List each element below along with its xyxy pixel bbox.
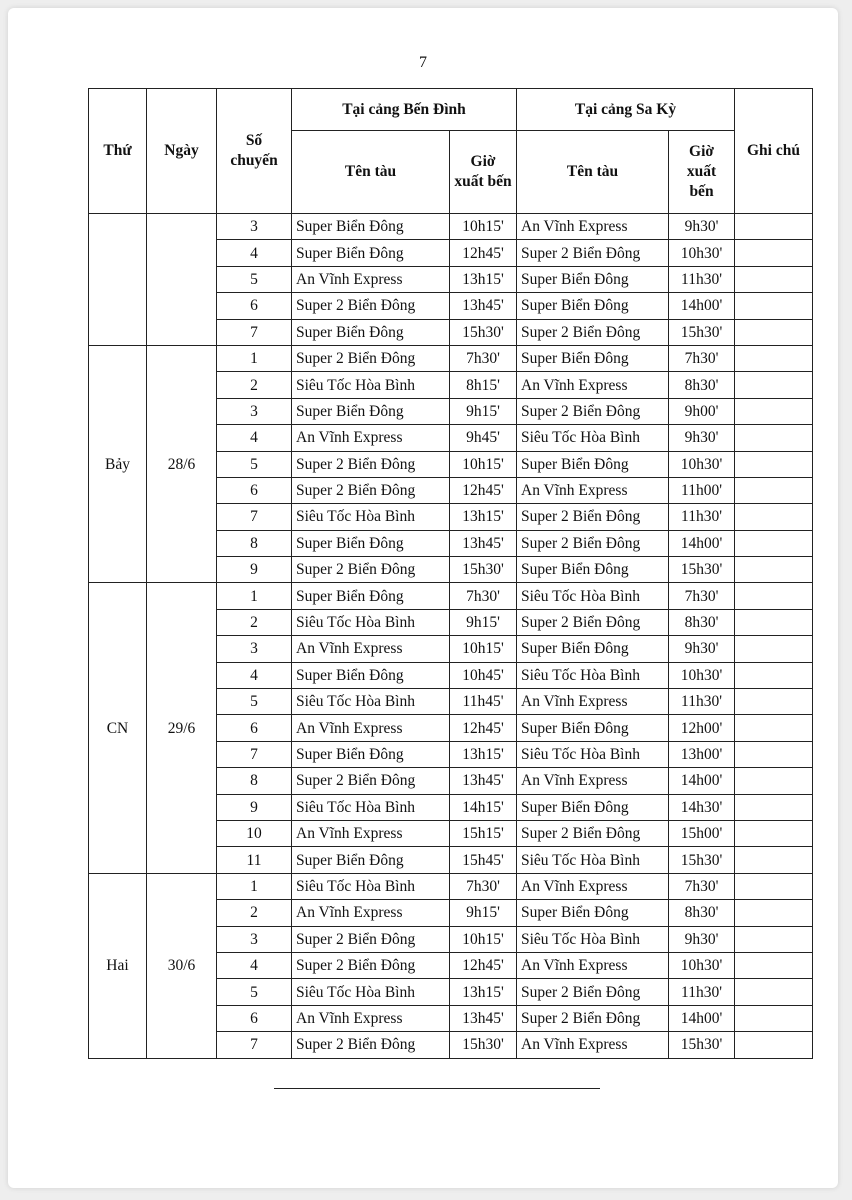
ferry-schedule-table: [88, 88, 813, 1059]
sa-ky-ship-cell: Siêu Tốc Hòa Bình: [517, 847, 669, 873]
table-row: [89, 214, 813, 240]
ben-dinh-time-cell: 9h15': [450, 398, 517, 424]
note-cell: [735, 900, 813, 926]
trip-number-cell: 4: [217, 425, 292, 451]
ben-dinh-time-cell: 10h15': [450, 451, 517, 477]
note-cell: [735, 477, 813, 503]
trip-number-cell: 4: [217, 662, 292, 688]
trip-number-cell: 7: [217, 1032, 292, 1058]
note-cell: [735, 504, 813, 530]
sa-ky-time-cell: 13h00': [669, 741, 735, 767]
sa-ky-time-cell: 10h30': [669, 451, 735, 477]
sa-ky-ship-cell: An Vĩnh Express: [517, 952, 669, 978]
trip-number-cell: 3: [217, 926, 292, 952]
ben-dinh-time-cell: 15h30': [450, 557, 517, 583]
ben-dinh-time-cell: 13h45': [450, 1005, 517, 1031]
ben-dinh-ship-cell: Siêu Tốc Hòa Bình: [292, 609, 450, 635]
date-cell: [147, 214, 217, 346]
note-cell: [735, 847, 813, 873]
sa-ky-ship-cell: An Vĩnh Express: [517, 214, 669, 240]
ben-dinh-time-cell: 13h15': [450, 741, 517, 767]
trip-number-cell: 4: [217, 952, 292, 978]
trip-number-cell: 7: [217, 319, 292, 345]
sa-ky-time-cell: 9h30': [669, 425, 735, 451]
sa-ky-time-cell: 9h30': [669, 636, 735, 662]
ben-dinh-time-cell: 13h45': [450, 768, 517, 794]
date-cell: 30/6: [147, 873, 217, 1058]
date-cell: 29/6: [147, 583, 217, 873]
note-cell: [735, 689, 813, 715]
day-of-week-cell: CN: [89, 583, 147, 873]
ben-dinh-ship-cell: Super 2 Biển Đông: [292, 477, 450, 503]
sa-ky-time-cell: 7h30': [669, 345, 735, 371]
trip-number-cell: 4: [217, 240, 292, 266]
trip-number-cell: 8: [217, 768, 292, 794]
sa-ky-ship-cell: Siêu Tốc Hòa Bình: [517, 741, 669, 767]
sa-ky-ship-cell: Super 2 Biển Đông: [517, 609, 669, 635]
sa-ky-ship-cell: Super 2 Biển Đông: [517, 530, 669, 556]
ben-dinh-ship-cell: Siêu Tốc Hòa Bình: [292, 794, 450, 820]
trip-number-cell: 9: [217, 557, 292, 583]
sa-ky-time-cell: 11h00': [669, 477, 735, 503]
ben-dinh-time-cell: 12h45': [450, 477, 517, 503]
ben-dinh-ship-cell: Super Biển Đông: [292, 530, 450, 556]
trip-number-cell: 8: [217, 530, 292, 556]
note-cell: [735, 425, 813, 451]
ben-dinh-ship-cell: Super Biển Đông: [292, 240, 450, 266]
page-number: 7: [419, 54, 427, 71]
ben-dinh-time-cell: 8h15': [450, 372, 517, 398]
ben-dinh-time-cell: 10h45': [450, 662, 517, 688]
trip-number-cell: 7: [217, 504, 292, 530]
table-body: [89, 214, 813, 1059]
trip-number-cell: 5: [217, 266, 292, 292]
note-cell: [735, 557, 813, 583]
header-thu: Thứ: [89, 89, 147, 214]
sa-ky-ship-cell: Super 2 Biển Đông: [517, 979, 669, 1005]
day-of-week-cell: Bảy: [89, 345, 147, 583]
sa-ky-time-cell: 14h00': [669, 768, 735, 794]
ben-dinh-ship-cell: Super 2 Biển Đông: [292, 451, 450, 477]
note-cell: [735, 952, 813, 978]
ben-dinh-time-cell: 12h45': [450, 240, 517, 266]
ben-dinh-ship-cell: Super Biển Đông: [292, 847, 450, 873]
ben-dinh-ship-cell: Super Biển Đông: [292, 662, 450, 688]
sa-ky-ship-cell: Super Biển Đông: [517, 636, 669, 662]
ben-dinh-time-cell: 14h15': [450, 794, 517, 820]
sa-ky-ship-cell: An Vĩnh Express: [517, 1032, 669, 1058]
sa-ky-ship-cell: Siêu Tốc Hòa Bình: [517, 425, 669, 451]
ben-dinh-ship-cell: Super 2 Biển Đông: [292, 952, 450, 978]
ben-dinh-ship-cell: Super Biển Đông: [292, 319, 450, 345]
ben-dinh-ship-cell: An Vĩnh Express: [292, 900, 450, 926]
sa-ky-time-cell: 12h00': [669, 715, 735, 741]
sa-ky-time-cell: 10h30': [669, 240, 735, 266]
ben-dinh-ship-cell: Siêu Tốc Hòa Bình: [292, 504, 450, 530]
note-cell: [735, 398, 813, 424]
ben-dinh-time-cell: 9h15': [450, 900, 517, 926]
sa-ky-time-cell: 11h30': [669, 689, 735, 715]
sa-ky-time-cell: 11h30': [669, 266, 735, 292]
trip-number-cell: 6: [217, 293, 292, 319]
note-cell: [735, 741, 813, 767]
date-cell: 28/6: [147, 345, 217, 583]
header-ben-dinh: Tại cảng Bến Đình: [292, 89, 517, 131]
trip-number-cell: 3: [217, 636, 292, 662]
note-cell: [735, 372, 813, 398]
sa-ky-ship-cell: Super Biển Đông: [517, 345, 669, 371]
note-cell: [735, 926, 813, 952]
ben-dinh-ship-cell: Super Biển Đông: [292, 398, 450, 424]
ben-dinh-time-cell: 7h30': [450, 583, 517, 609]
ben-dinh-ship-cell: Super 2 Biển Đông: [292, 293, 450, 319]
note-cell: [735, 293, 813, 319]
sa-ky-time-cell: 11h30': [669, 504, 735, 530]
sa-ky-time-cell: 15h30': [669, 319, 735, 345]
note-cell: [735, 451, 813, 477]
day-of-week-cell: [89, 214, 147, 346]
trip-number-cell: 6: [217, 477, 292, 503]
sa-ky-time-cell: 15h30': [669, 847, 735, 873]
note-cell: [735, 1005, 813, 1031]
sa-ky-ship-cell: Siêu Tốc Hòa Bình: [517, 583, 669, 609]
ben-dinh-ship-cell: An Vĩnh Express: [292, 1005, 450, 1031]
sa-ky-ship-cell: Super 2 Biển Đông: [517, 504, 669, 530]
note-cell: [735, 583, 813, 609]
sa-ky-ship-cell: Siêu Tốc Hòa Bình: [517, 926, 669, 952]
trip-number-cell: 10: [217, 820, 292, 846]
trip-number-cell: 11: [217, 847, 292, 873]
sa-ky-time-cell: 10h30': [669, 662, 735, 688]
ben-dinh-time-cell: 11h45': [450, 689, 517, 715]
trip-number-cell: 6: [217, 715, 292, 741]
ben-dinh-time-cell: 12h45': [450, 715, 517, 741]
trip-number-cell: 2: [217, 900, 292, 926]
note-cell: [735, 1032, 813, 1058]
sa-ky-time-cell: 8h30': [669, 372, 735, 398]
ben-dinh-ship-cell: An Vĩnh Express: [292, 820, 450, 846]
sa-ky-time-cell: 7h30': [669, 873, 735, 899]
header-sk-gio-xuat-ben: Giờ xuất bến: [669, 131, 735, 214]
ben-dinh-time-cell: 15h30': [450, 1032, 517, 1058]
sa-ky-ship-cell: Super 2 Biển Đông: [517, 820, 669, 846]
sa-ky-time-cell: 9h30': [669, 926, 735, 952]
sa-ky-time-cell: 11h30': [669, 979, 735, 1005]
ben-dinh-ship-cell: An Vĩnh Express: [292, 715, 450, 741]
note-cell: [735, 979, 813, 1005]
sa-ky-time-cell: 10h30': [669, 952, 735, 978]
trip-number-cell: 5: [217, 689, 292, 715]
sa-ky-ship-cell: Super 2 Biển Đông: [517, 398, 669, 424]
ben-dinh-ship-cell: Super 2 Biển Đông: [292, 557, 450, 583]
ben-dinh-ship-cell: Siêu Tốc Hòa Bình: [292, 372, 450, 398]
sa-ky-ship-cell: Super 2 Biển Đông: [517, 1005, 669, 1031]
note-cell: [735, 715, 813, 741]
sa-ky-ship-cell: An Vĩnh Express: [517, 873, 669, 899]
sa-ky-ship-cell: An Vĩnh Express: [517, 768, 669, 794]
sa-ky-time-cell: 14h30': [669, 794, 735, 820]
sa-ky-time-cell: 15h00': [669, 820, 735, 846]
ben-dinh-time-cell: 7h30': [450, 345, 517, 371]
trip-number-cell: 7: [217, 741, 292, 767]
trip-number-cell: 5: [217, 979, 292, 1005]
ben-dinh-time-cell: 7h30': [450, 873, 517, 899]
table-row: [89, 583, 813, 609]
sa-ky-time-cell: 14h00': [669, 530, 735, 556]
ben-dinh-time-cell: 13h15': [450, 504, 517, 530]
document-page: [8, 8, 838, 1188]
sa-ky-time-cell: 14h00': [669, 1005, 735, 1031]
note-cell: [735, 662, 813, 688]
ben-dinh-time-cell: 9h45': [450, 425, 517, 451]
ben-dinh-time-cell: 10h15': [450, 214, 517, 240]
note-cell: [735, 820, 813, 846]
header-ghi-chu: Ghi chú: [735, 89, 813, 214]
note-cell: [735, 240, 813, 266]
ben-dinh-time-cell: 13h45': [450, 293, 517, 319]
note-cell: [735, 530, 813, 556]
sa-ky-ship-cell: Super 2 Biển Đông: [517, 240, 669, 266]
header-sa-ky: Tại cảng Sa Kỳ: [517, 89, 735, 131]
trip-number-cell: 6: [217, 1005, 292, 1031]
ben-dinh-ship-cell: An Vĩnh Express: [292, 425, 450, 451]
trip-number-cell: 9: [217, 794, 292, 820]
sa-ky-ship-cell: An Vĩnh Express: [517, 477, 669, 503]
sa-ky-time-cell: 8h30': [669, 900, 735, 926]
ben-dinh-ship-cell: Super 2 Biển Đông: [292, 926, 450, 952]
sa-ky-ship-cell: Super Biển Đông: [517, 715, 669, 741]
ben-dinh-ship-cell: An Vĩnh Express: [292, 266, 450, 292]
ben-dinh-ship-cell: Siêu Tốc Hòa Bình: [292, 689, 450, 715]
sa-ky-time-cell: 15h30': [669, 557, 735, 583]
table-row: [89, 873, 813, 899]
trip-number-cell: 2: [217, 609, 292, 635]
ben-dinh-ship-cell: Super 2 Biển Đông: [292, 1032, 450, 1058]
sa-ky-time-cell: 7h30': [669, 583, 735, 609]
sa-ky-ship-cell: Super Biển Đông: [517, 266, 669, 292]
sa-ky-time-cell: 8h30': [669, 609, 735, 635]
header-ngay: Ngày: [147, 89, 217, 214]
ben-dinh-time-cell: 12h45': [450, 952, 517, 978]
ben-dinh-ship-cell: Super 2 Biển Đông: [292, 768, 450, 794]
sa-ky-time-cell: 9h00': [669, 398, 735, 424]
sa-ky-time-cell: 15h30': [669, 1032, 735, 1058]
sa-ky-ship-cell: Super Biển Đông: [517, 900, 669, 926]
sa-ky-ship-cell: Super 2 Biển Đông: [517, 319, 669, 345]
ben-dinh-ship-cell: Super 2 Biển Đông: [292, 345, 450, 371]
table-row: [89, 345, 813, 371]
sa-ky-ship-cell: Siêu Tốc Hòa Bình: [517, 662, 669, 688]
ben-dinh-time-cell: 10h15': [450, 926, 517, 952]
footer-separator-line: [274, 1088, 600, 1089]
trip-number-cell: 5: [217, 451, 292, 477]
trip-number-cell: 1: [217, 873, 292, 899]
ben-dinh-ship-cell: Super Biển Đông: [292, 214, 450, 240]
note-cell: [735, 873, 813, 899]
note-cell: [735, 794, 813, 820]
note-cell: [735, 345, 813, 371]
ben-dinh-ship-cell: Super Biển Đông: [292, 741, 450, 767]
note-cell: [735, 214, 813, 240]
note-cell: [735, 319, 813, 345]
ben-dinh-time-cell: 13h45': [450, 530, 517, 556]
ben-dinh-time-cell: 13h15': [450, 979, 517, 1005]
ben-dinh-time-cell: 15h15': [450, 820, 517, 846]
table-header: [89, 89, 813, 214]
ben-dinh-time-cell: 13h15': [450, 266, 517, 292]
trip-number-cell: 3: [217, 398, 292, 424]
note-cell: [735, 768, 813, 794]
sa-ky-ship-cell: Super Biển Đông: [517, 451, 669, 477]
header-bd-gio-xuat-ben: Giờ xuất bến: [450, 131, 517, 214]
sa-ky-ship-cell: Super Biển Đông: [517, 293, 669, 319]
note-cell: [735, 266, 813, 292]
ben-dinh-ship-cell: Siêu Tốc Hòa Bình: [292, 873, 450, 899]
ben-dinh-ship-cell: An Vĩnh Express: [292, 636, 450, 662]
sa-ky-ship-cell: An Vĩnh Express: [517, 372, 669, 398]
header-sk-ten-tau: Tên tàu: [517, 131, 669, 214]
ben-dinh-ship-cell: Siêu Tốc Hòa Bình: [292, 979, 450, 1005]
ben-dinh-time-cell: 15h45': [450, 847, 517, 873]
sa-ky-ship-cell: Super Biển Đông: [517, 557, 669, 583]
trip-number-cell: 1: [217, 583, 292, 609]
sa-ky-ship-cell: Super Biển Đông: [517, 794, 669, 820]
sa-ky-ship-cell: An Vĩnh Express: [517, 689, 669, 715]
trip-number-cell: 2: [217, 372, 292, 398]
sa-ky-time-cell: 9h30': [669, 214, 735, 240]
ben-dinh-time-cell: 10h15': [450, 636, 517, 662]
ben-dinh-time-cell: 9h15': [450, 609, 517, 635]
note-cell: [735, 609, 813, 635]
trip-number-cell: 1: [217, 345, 292, 371]
ben-dinh-time-cell: 15h30': [450, 319, 517, 345]
note-cell: [735, 636, 813, 662]
header-so-chuyen: Số chuyến: [217, 89, 292, 214]
day-of-week-cell: Hai: [89, 873, 147, 1058]
header-bd-ten-tau: Tên tàu: [292, 131, 450, 214]
sa-ky-time-cell: 14h00': [669, 293, 735, 319]
ben-dinh-ship-cell: Super Biển Đông: [292, 583, 450, 609]
trip-number-cell: 3: [217, 214, 292, 240]
